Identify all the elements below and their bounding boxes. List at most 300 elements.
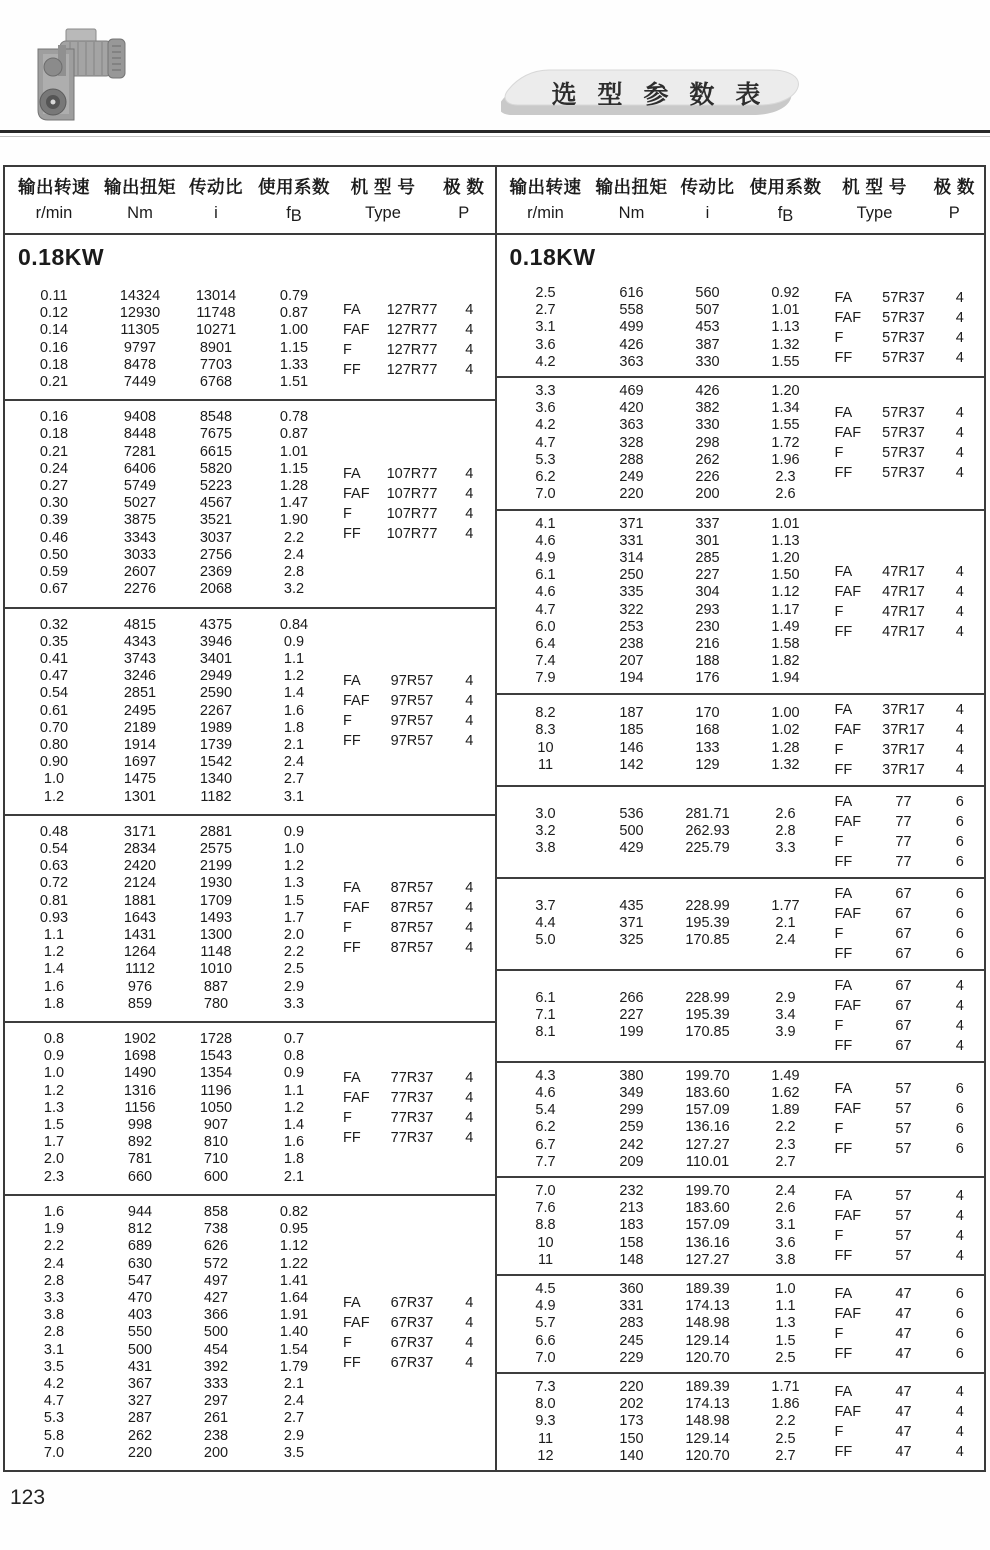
type-row	[825, 1402, 985, 1422]
service-factor-cell: 1.2	[283, 668, 305, 685]
service-factor-cell: 1.28	[771, 739, 800, 756]
ratio-cell: 136.16	[685, 1234, 730, 1251]
torque-cell: 420	[619, 400, 644, 417]
type-prefix: F	[343, 713, 352, 730]
ratio-cell: 3037	[199, 529, 233, 546]
service-factor-cell: 3.3	[283, 995, 305, 1012]
data-row	[5, 1445, 333, 1462]
ratio-cell: 170.85	[685, 1024, 730, 1041]
data-row	[5, 478, 333, 495]
ratio-cell: 301	[695, 532, 720, 549]
spec-section	[497, 509, 985, 693]
poles-cell: 4	[955, 310, 964, 327]
data-row	[497, 653, 825, 670]
service-factor-cell: 1.41	[279, 1272, 309, 1289]
data-row	[5, 1221, 333, 1238]
torque-cell: 187	[619, 705, 644, 722]
poles-cell: 4	[955, 1444, 964, 1461]
service-factor-cell: 1.40	[279, 1324, 309, 1341]
gear-motor-photo	[30, 20, 130, 124]
type-row	[825, 1139, 985, 1159]
torque-cell: 380	[619, 1067, 644, 1084]
type-prefix: F	[343, 1334, 352, 1351]
torque-cell: 3171	[123, 823, 157, 840]
type-model: 57R37	[882, 405, 925, 422]
torque-cell: 207	[619, 653, 644, 670]
type-list	[333, 285, 495, 394]
type-row	[825, 832, 985, 852]
service-factor-cell: 1.32	[771, 336, 800, 353]
type-row	[825, 328, 985, 348]
service-factor-cell: 1.15	[279, 339, 309, 356]
service-factor-cell: 1.86	[771, 1396, 800, 1413]
torque-cell: 3743	[123, 650, 157, 667]
poles-cell: 4	[955, 330, 964, 347]
torque-cell: 660	[127, 1168, 153, 1185]
torque-cell: 220	[619, 486, 644, 503]
ratio-cell: 3521	[199, 512, 233, 529]
data-row	[5, 530, 333, 547]
ratio-cell: 1050	[199, 1099, 233, 1116]
service-factor-cell: 2.0	[283, 927, 305, 944]
speed-cell: 0.21	[39, 374, 69, 391]
data-row	[5, 875, 333, 892]
speed-cell: 4.9	[535, 1298, 556, 1315]
data-row	[5, 1393, 333, 1410]
type-model: 47R17	[882, 583, 925, 600]
data-row	[5, 1324, 333, 1341]
torque-cell: 199	[619, 1024, 644, 1041]
type-model: 57	[895, 1227, 912, 1244]
torque-cell: 3246	[123, 668, 157, 685]
type-prefix: FF	[343, 940, 361, 957]
poles-cell: 4	[465, 1090, 474, 1107]
poles-cell: 4	[465, 341, 474, 358]
type-row	[333, 1313, 495, 1333]
ratio-cell: 120.70	[685, 1349, 730, 1366]
type-prefix: FAF	[343, 1314, 370, 1331]
speed-cell: 11	[537, 1251, 554, 1268]
speed-cell: 0.18	[39, 356, 69, 373]
speed-cell: 4.6	[535, 1084, 556, 1101]
speed-cell: 2.8	[43, 1324, 65, 1341]
service-factor-cell: 1.2	[283, 1099, 305, 1116]
header-service-factor-unit: fB	[286, 204, 302, 225]
ratio-cell: 157.09	[685, 1102, 730, 1119]
data-row	[5, 1307, 333, 1324]
type-prefix: FF	[834, 623, 853, 640]
service-factor-cell: 1.01	[279, 443, 309, 460]
data-row	[5, 668, 333, 685]
ratio-cell: 3946	[199, 633, 233, 650]
type-model: 67	[895, 977, 912, 994]
data-row	[497, 567, 825, 584]
poles-cell: 4	[955, 1017, 964, 1034]
ratio-cell: 366	[203, 1307, 229, 1324]
torque-cell: 12930	[119, 305, 161, 322]
speed-cell: 6.7	[535, 1136, 556, 1153]
type-row	[333, 300, 495, 320]
torque-cell: 367	[127, 1375, 153, 1392]
type-list	[825, 1379, 985, 1465]
type-model: 37R17	[882, 701, 925, 718]
header-output-torque-cn: 输出扭矩	[104, 177, 176, 197]
type-model: 77R37	[390, 1110, 434, 1127]
ratio-cell: 133	[695, 739, 720, 756]
service-factor-cell: 2.4	[775, 1182, 796, 1199]
header-poles-cn: 极 数	[933, 177, 975, 197]
speed-cell: 2.0	[43, 1151, 65, 1168]
type-row	[333, 671, 495, 691]
type-model: 57R37	[882, 310, 925, 327]
service-factor-cell: 1.4	[283, 685, 305, 702]
power-rating-label-right: 0.18KW	[509, 244, 596, 270]
ratio-cell: 188	[695, 653, 720, 670]
type-model: 67	[895, 905, 912, 922]
type-row	[825, 760, 985, 780]
service-factor-cell: 1.12	[771, 584, 800, 601]
poles-cell: 6	[955, 813, 964, 830]
ratio-cell: 129	[695, 756, 720, 773]
data-row	[497, 757, 825, 774]
type-model: 57	[895, 1101, 912, 1118]
data-rows	[5, 1204, 333, 1462]
speed-cell: 2.3	[43, 1168, 65, 1185]
torque-cell: 322	[619, 601, 644, 618]
data-row	[497, 636, 825, 653]
torque-cell: 1881	[123, 892, 157, 909]
torque-cell: 1112	[124, 961, 156, 978]
ratio-cell: 507	[695, 302, 720, 319]
service-factor-cell: 2.8	[775, 823, 796, 839]
poles-cell: 4	[465, 1334, 474, 1351]
type-model: 67R37	[390, 1354, 434, 1371]
service-factor-cell: 1.13	[771, 319, 800, 336]
data-row	[5, 1031, 333, 1048]
type-prefix: FF	[834, 350, 853, 367]
data-row	[497, 1137, 825, 1154]
ratio-cell: 225.79	[685, 840, 730, 857]
speed-cell: 0.80	[39, 736, 69, 753]
type-prefix: FF	[834, 1444, 853, 1461]
service-factor-cell: 0.9	[283, 1065, 305, 1082]
ratio-cell: 8901	[199, 339, 233, 356]
ratio-cell: 333	[203, 1375, 229, 1392]
type-row	[825, 562, 985, 582]
type-prefix: F	[343, 341, 352, 358]
data-rows	[497, 1379, 825, 1465]
speed-cell: 3.8	[43, 1307, 65, 1324]
service-factor-cell: 2.4	[283, 546, 305, 563]
service-factor-cell: 2.5	[775, 1349, 796, 1366]
torque-cell: 3875	[123, 512, 157, 529]
poles-cell: 4	[465, 1294, 474, 1311]
speed-cell: 9.3	[535, 1413, 556, 1430]
data-row	[497, 1315, 825, 1332]
header-model-unit: Type	[856, 204, 893, 222]
ratio-cell: 1010	[199, 961, 233, 978]
data-rows	[5, 824, 333, 1013]
speed-cell: 0.72	[39, 875, 69, 892]
spec-section	[5, 399, 495, 606]
type-row	[825, 463, 985, 483]
service-factor-cell: 1.94	[771, 670, 800, 687]
poles-cell: 6	[955, 1141, 964, 1158]
ratio-cell: 304	[695, 584, 720, 601]
speed-cell: 8.8	[535, 1217, 556, 1234]
type-row	[333, 360, 495, 380]
type-list	[333, 821, 495, 1016]
ratio-cell: 238	[203, 1427, 229, 1444]
torque-cell: 238	[619, 635, 644, 652]
type-model: 47	[895, 1444, 912, 1461]
type-row	[825, 1226, 985, 1246]
data-row	[5, 927, 333, 944]
type-row	[333, 711, 495, 731]
torque-cell: 689	[127, 1238, 153, 1255]
data-row	[497, 533, 825, 550]
service-factor-cell: 0.92	[771, 285, 800, 302]
speed-cell: 7.0	[535, 486, 556, 503]
torque-cell: 146	[619, 739, 644, 756]
torque-cell: 1902	[123, 1031, 157, 1048]
header-row-chinese	[497, 174, 985, 199]
ratio-cell: 2590	[199, 685, 233, 702]
type-prefix: FA	[343, 465, 361, 482]
torque-cell: 499	[619, 319, 644, 336]
ratio-cell: 454	[203, 1341, 229, 1358]
ratio-cell: 127.27	[685, 1136, 730, 1153]
type-row	[825, 348, 985, 368]
speed-cell: 3.2	[535, 823, 556, 839]
service-factor-cell: 2.7	[283, 771, 305, 788]
poles-cell: 4	[465, 301, 474, 318]
type-prefix: FF	[834, 1141, 853, 1158]
type-model: 67	[895, 1017, 912, 1034]
speed-cell: 4.1	[535, 515, 556, 532]
type-model: 57	[895, 1081, 912, 1098]
ratio-cell: 387	[695, 336, 720, 353]
type-model: 67R37	[390, 1314, 434, 1331]
type-prefix: FF	[343, 361, 361, 378]
type-model: 47R17	[882, 623, 925, 640]
service-factor-cell: 1.4	[283, 1117, 305, 1134]
type-model: 57	[895, 1187, 912, 1204]
service-factor-cell: 3.1	[775, 1217, 796, 1234]
torque-cell: 185	[619, 722, 644, 739]
speed-cell: 0.14	[39, 322, 69, 339]
torque-cell: 232	[619, 1182, 644, 1199]
poles-cell: 4	[955, 603, 964, 620]
speed-cell: 1.6	[43, 978, 65, 995]
data-row	[497, 1007, 825, 1024]
type-row	[825, 924, 985, 944]
ratio-cell: 2756	[199, 546, 233, 563]
torque-cell: 7449	[123, 374, 157, 391]
service-factor-cell: 1.28	[279, 478, 309, 495]
table-column-left	[5, 167, 495, 1470]
torque-cell: 944	[127, 1203, 153, 1220]
torque-cell: 266	[619, 989, 644, 1006]
data-row	[5, 322, 333, 339]
type-row	[825, 1119, 985, 1139]
poles-cell: 4	[465, 673, 474, 690]
data-row	[497, 584, 825, 601]
ratio-cell: 2881	[199, 823, 233, 840]
type-row	[825, 1099, 985, 1119]
type-model: 67R37	[390, 1334, 434, 1351]
ratio-cell: 1182	[200, 788, 232, 805]
type-prefix: FAF	[834, 1101, 862, 1118]
torque-cell: 2276	[123, 581, 157, 598]
torque-cell: 426	[619, 336, 644, 353]
data-rows	[5, 1031, 333, 1186]
type-prefix: FAF	[834, 583, 862, 600]
ratio-cell: 1542	[199, 754, 233, 771]
service-factor-cell: 2.4	[283, 754, 305, 771]
type-list	[825, 976, 985, 1056]
data-row	[5, 1376, 333, 1393]
service-factor-cell: 3.8	[775, 1251, 796, 1268]
type-model: 127R77	[386, 341, 438, 358]
type-prefix: FA	[343, 673, 361, 690]
speed-cell: 3.6	[535, 400, 556, 417]
data-row	[497, 1396, 825, 1413]
torque-cell: 202	[619, 1396, 644, 1413]
data-row	[5, 1238, 333, 1255]
ratio-cell: 200	[203, 1444, 229, 1461]
type-list	[825, 1281, 985, 1367]
data-row	[5, 720, 333, 737]
torque-cell: 140	[619, 1447, 644, 1464]
torque-cell: 331	[619, 1298, 644, 1315]
poles-cell: 4	[955, 997, 964, 1014]
speed-cell: 8.1	[535, 1024, 556, 1041]
data-row	[5, 841, 333, 858]
torque-cell: 183	[619, 1217, 644, 1234]
torque-cell: 220	[619, 1379, 644, 1396]
service-factor-cell: 1.89	[771, 1102, 800, 1119]
speed-cell: 7.7	[535, 1153, 556, 1170]
spec-section	[497, 785, 985, 877]
header-output-torque-cn: 输出扭矩	[595, 177, 668, 197]
data-row	[5, 703, 333, 720]
header-service-factor-cn: 使用系数	[258, 177, 330, 197]
speed-cell: 1.7	[43, 1134, 65, 1151]
speed-cell: 1.6	[43, 1203, 65, 1220]
spec-section	[497, 877, 985, 969]
torque-cell: 630	[127, 1255, 153, 1272]
torque-cell: 250	[619, 567, 644, 584]
ratio-cell: 262.93	[685, 823, 730, 839]
ratio-cell: 298	[695, 434, 720, 451]
service-factor-cell: 1.0	[775, 1281, 796, 1297]
type-prefix: FAF	[834, 425, 862, 442]
speed-cell: 3.1	[535, 319, 556, 336]
sections-left	[5, 280, 495, 1470]
ratio-cell: 1493	[199, 909, 233, 926]
service-factor-cell: 2.6	[775, 486, 796, 503]
speed-cell: 2.7	[535, 302, 556, 319]
speed-cell: 5.0	[535, 932, 556, 949]
type-model: 37R17	[882, 761, 925, 778]
ratio-cell: 810	[203, 1134, 229, 1151]
speed-cell: 4.7	[535, 434, 556, 451]
speed-cell: 6.1	[535, 567, 556, 584]
service-factor-cell: 1.82	[771, 653, 800, 670]
poles-cell: 4	[955, 1404, 964, 1421]
speed-cell: 0.39	[39, 512, 69, 529]
speed-cell: 6.4	[535, 635, 556, 652]
type-model: 57R37	[882, 465, 925, 482]
service-factor-cell: 1.90	[279, 512, 309, 529]
speed-cell: 5.3	[535, 451, 556, 468]
torque-cell: 363	[619, 417, 644, 434]
ratio-cell: 738	[203, 1221, 229, 1238]
torque-cell: 7281	[123, 443, 157, 460]
speed-cell: 1.2	[43, 788, 65, 805]
power-rating-label-left: 0.18KW	[18, 244, 105, 270]
data-row	[497, 337, 825, 354]
type-row	[825, 1036, 985, 1056]
speed-cell: 7.4	[535, 653, 556, 670]
type-row	[333, 464, 495, 484]
torque-cell: 220	[127, 1444, 153, 1461]
data-row	[497, 619, 825, 636]
page-number: 123	[10, 1486, 46, 1509]
service-factor-cell: 2.9	[775, 989, 796, 1006]
torque-cell: 1431	[123, 927, 157, 944]
service-factor-cell: 2.1	[283, 1168, 305, 1185]
type-model: 67	[895, 997, 912, 1014]
data-row	[497, 840, 825, 857]
speed-cell: 0.59	[39, 564, 69, 581]
poles-cell: 4	[955, 1384, 964, 1401]
torque-cell: 9408	[123, 409, 157, 426]
type-model: 77	[895, 813, 912, 830]
type-model: 127R77	[386, 361, 438, 378]
data-row	[497, 806, 825, 823]
type-prefix: FAF	[834, 997, 862, 1014]
service-factor-cell: 1.00	[771, 705, 800, 722]
speed-cell: 5.7	[535, 1315, 556, 1332]
spec-section	[497, 376, 985, 508]
data-row	[5, 996, 333, 1013]
data-row	[5, 1342, 333, 1359]
ratio-cell: 2575	[199, 841, 233, 857]
type-list	[333, 406, 495, 601]
type-row	[333, 878, 495, 898]
torque-cell: 1697	[123, 754, 157, 771]
type-row	[333, 1353, 495, 1373]
ratio-cell: 216	[695, 635, 720, 652]
type-model: 127R77	[386, 301, 438, 318]
ratio-cell: 4375	[199, 616, 233, 633]
service-factor-cell: 0.7	[283, 1031, 305, 1048]
torque-cell: 327	[127, 1393, 153, 1410]
ratio-cell: 293	[695, 601, 720, 618]
speed-cell: 7.0	[535, 1349, 556, 1366]
type-model: 57R37	[882, 350, 925, 367]
poles-cell: 4	[465, 900, 474, 917]
sections-right	[497, 280, 985, 1470]
ratio-cell: 1930	[199, 875, 233, 892]
torque-cell: 500	[127, 1341, 153, 1358]
type-model: 47	[895, 1286, 912, 1302]
torque-cell: 213	[619, 1200, 644, 1217]
service-factor-cell: 1.12	[279, 1238, 309, 1255]
service-factor-cell: 1.17	[771, 601, 800, 618]
